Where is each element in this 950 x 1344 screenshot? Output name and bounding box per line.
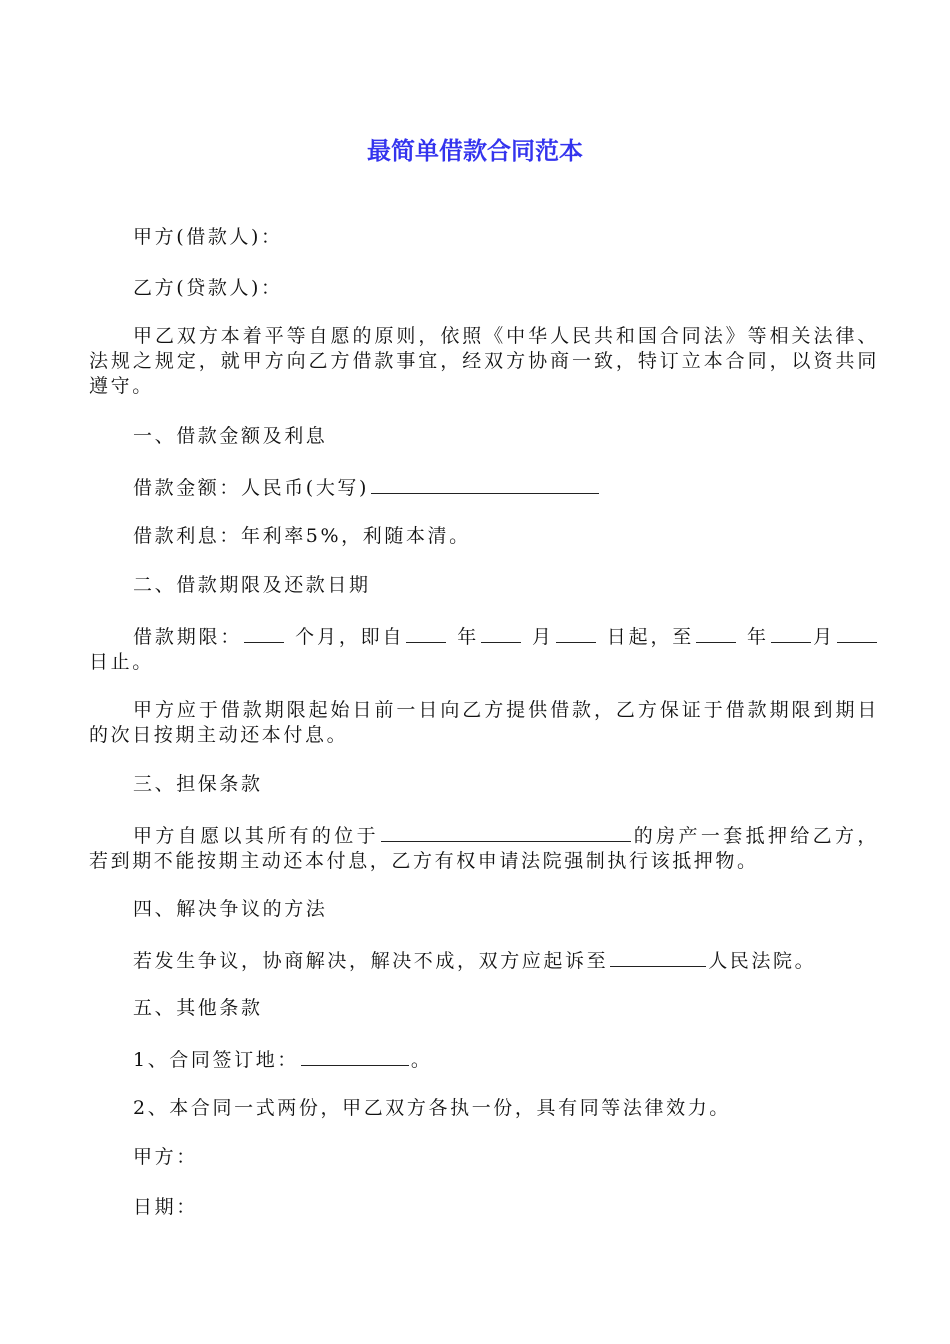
section-1-heading: 一、借款金额及利息 [133,425,328,447]
signature-party-a: 甲方： [133,1146,198,1168]
dispute-suffix: 人民法院。 [708,950,817,972]
signing-place-blank [301,1046,409,1066]
term-day-start: 日起，至 [606,626,695,648]
end-month-blank [771,623,811,643]
term-month2-label: 月 [812,626,835,648]
document-title: 最简单借款合同范本 [367,137,583,165]
start-month-blank [481,623,521,643]
guarantee-paragraph [89,822,879,874]
term-year-label: 年 [457,626,480,648]
property-location-blank [381,822,631,842]
preamble-paragraph: 甲乙双方本着平等自愿的原则，依照《中华人民共和国合同法》等相关法律、法规之规定，就甲方向乙方借款事宜，经双方协商一致，特订立本合同，以资共同遵守。 [89,325,879,397]
section-2-heading: 二、借款期限及还款日期 [133,574,371,596]
loan-amount-blank [371,474,599,494]
end-day-blank [837,623,877,643]
clause-1-line [89,1046,879,1073]
term-label: 借款期限： [133,626,243,648]
loan-amount-line [89,474,879,501]
section-5-heading: 五、其他条款 [133,997,263,1019]
party-b-line: 乙方(贷款人)： [133,277,283,299]
term-months-blank [244,623,284,643]
dispute-prefix: 若发生争议，协商解决，解决不成，双方应起诉至 [133,950,609,972]
dispute-line [89,947,879,974]
party-a-line: 甲方(借款人)： [133,226,283,248]
term-year2-label: 年 [747,626,769,648]
clause-1-prefix: 1、合同签订地： [133,1049,299,1071]
clause-1-suffix: 。 [410,1049,433,1071]
signature-date: 日期： [133,1196,198,1218]
end-year-blank [696,623,736,643]
term-day-end: 日止。 [89,651,154,673]
term-month-unit: 个月，即自 [295,626,405,648]
loan-term-paragraph [89,623,879,675]
loan-amount-label: 借款金额：人民币(大写) [133,477,370,499]
clause-2-line: 2、本合同一式两份，甲乙双方各执一份，具有同等法律效力。 [133,1097,731,1119]
start-day-blank [556,623,596,643]
court-name-blank [610,947,706,967]
guarantee-prefix: 甲方自愿以其所有的位于 [133,825,379,847]
loan-interest-line: 借款利息：年利率5%，利随本清。 [133,525,471,547]
start-year-blank [406,623,446,643]
term-month-label: 月 [532,626,554,648]
repayment-paragraph: 甲方应于借款期限起始日前一日向乙方提供借款，乙方保证于借款期限到期日的次日按期主动还本付息。 [89,699,879,746]
guarantee-suffix: 的房产一套抵押给乙方，若到期不能按期主动还本付息，乙方有权申请法院强制执行该抵押物。 [89,825,879,872]
section-4-heading: 四、解决争议的方法 [133,898,328,920]
section-3-heading: 三、担保条款 [133,773,263,795]
